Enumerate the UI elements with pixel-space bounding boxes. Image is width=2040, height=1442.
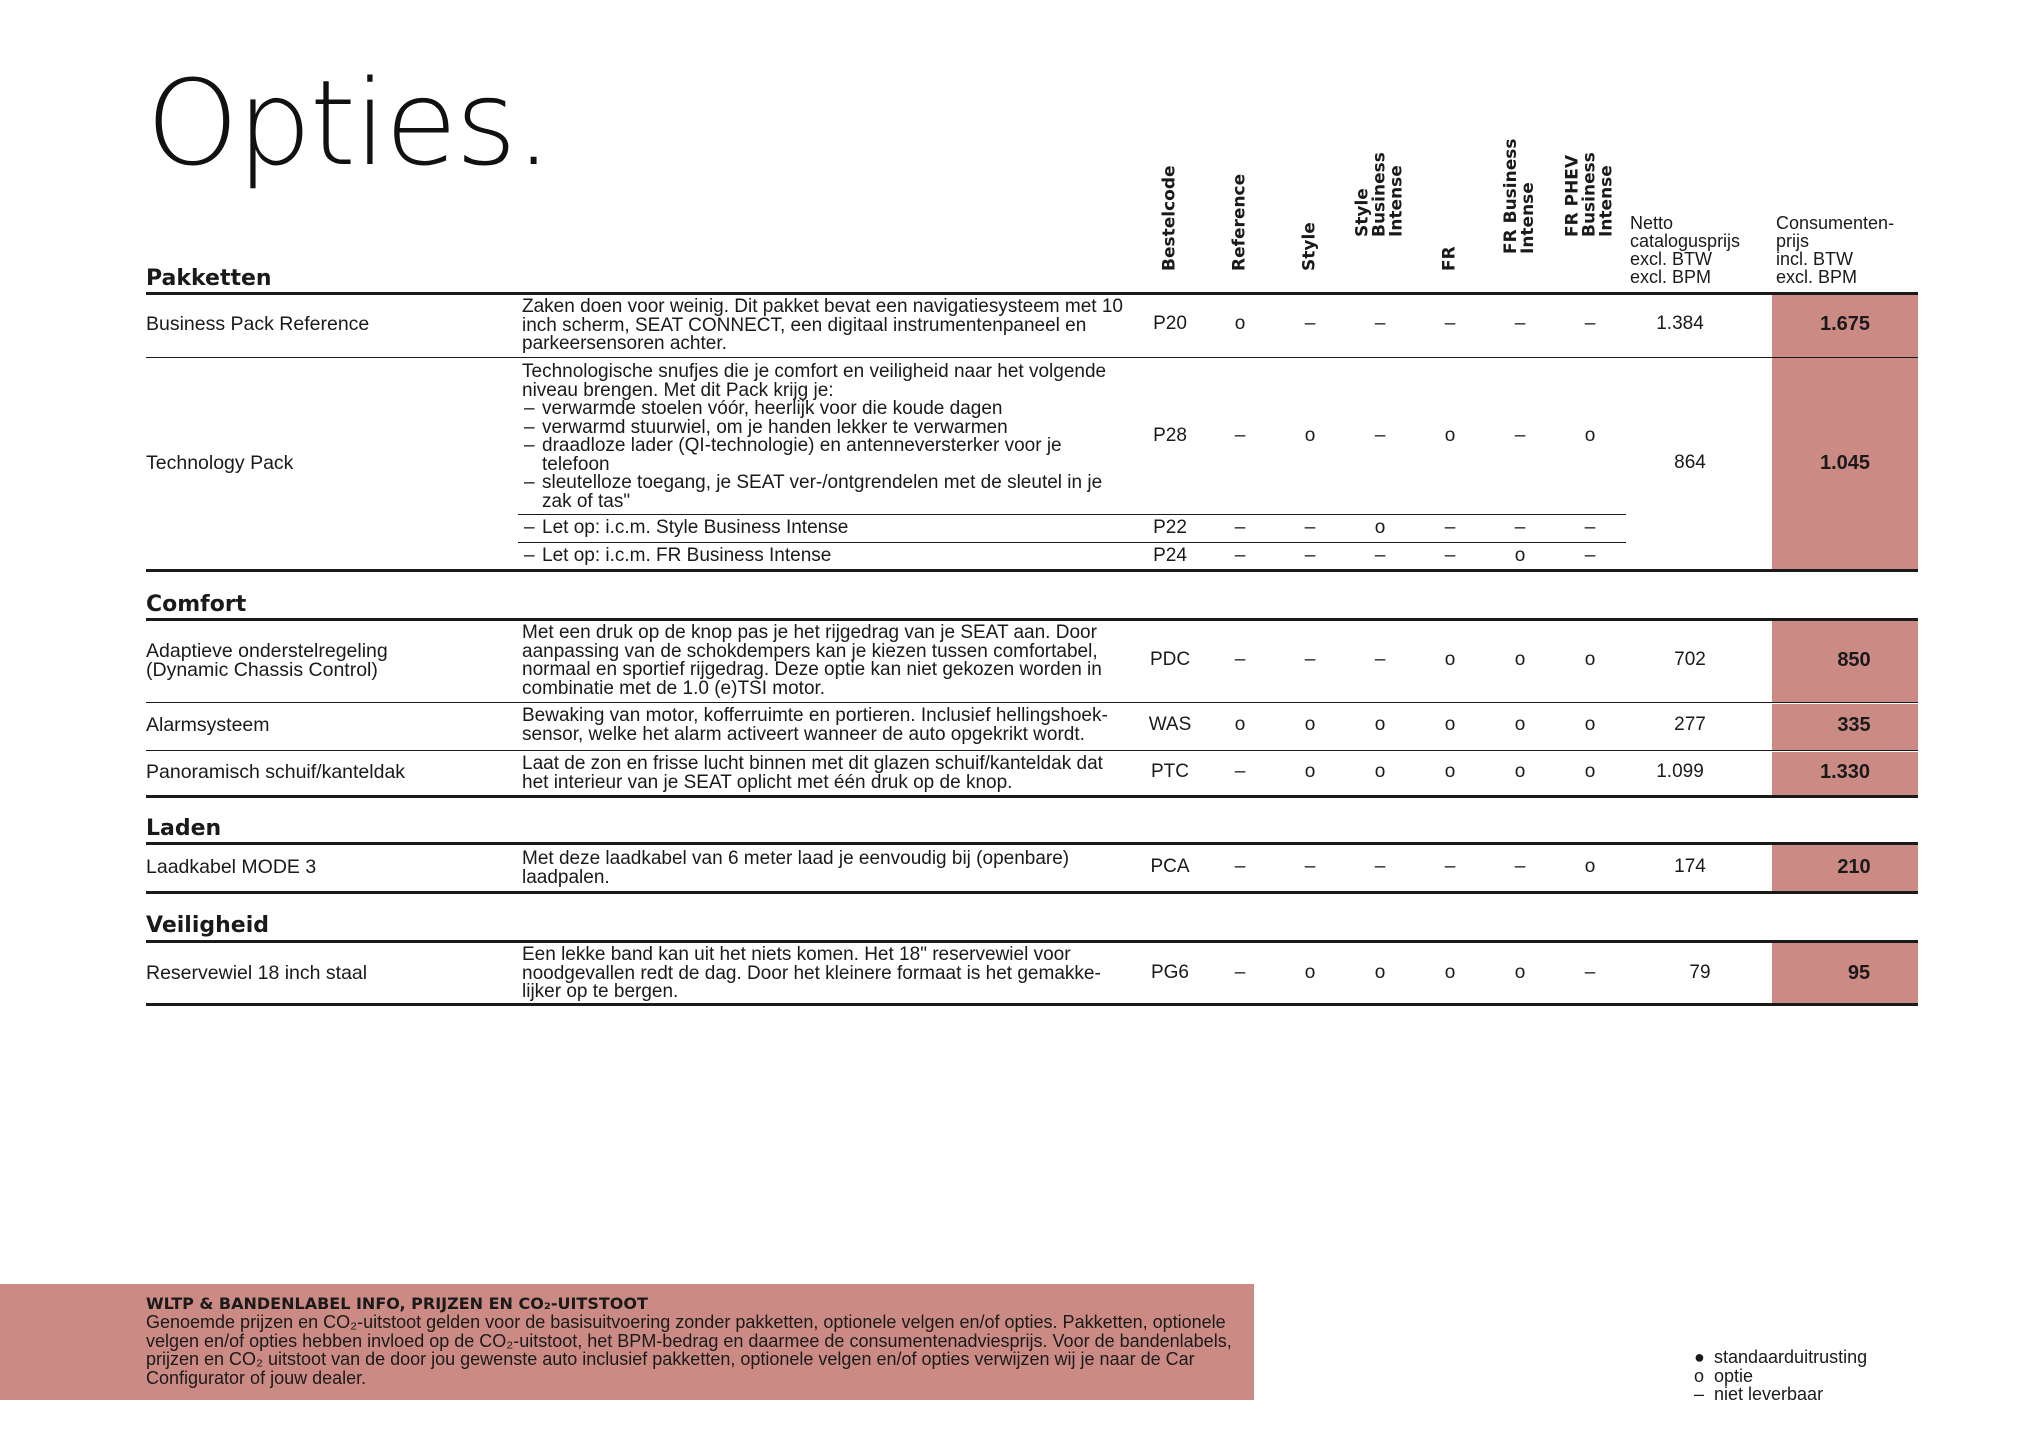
availability-reference: – [1234, 545, 1246, 566]
order-code: PTC [1151, 761, 1189, 782]
option-circle-icon: o [1694, 1365, 1705, 1386]
order-code: P24 [1153, 545, 1187, 566]
col-header-style: Style [1299, 222, 1320, 271]
availability-fr: o [1444, 962, 1456, 983]
availability-style-business-intense: – [1374, 313, 1386, 334]
legend-item: o optie [1694, 1365, 1754, 1386]
availability-fr-business-intense: o [1514, 761, 1526, 782]
availability-fr: – [1444, 545, 1456, 566]
netto-price: 864 [1674, 452, 1706, 473]
order-code: P20 [1153, 313, 1187, 334]
availability-style: – [1304, 545, 1316, 566]
divider [146, 795, 1918, 798]
availability-fr-phev: – [1584, 313, 1596, 334]
option-description: Technologische snufjes die je comfort en veiligheid naar het volgende niveau brengen. Met dit Pack krijg je: – verwarmde stoelen vóór, heerlijk voor die koude dagen – verwarmd stuurwiel, om je handen lekker te verwarmen – draadloze lader (QI-technologie) en antenneversterker voor je telefoon – sleutelloze toegang, je SEAT ver-/ontgrendelen met de sleutel in je zak of tas" [522, 363, 1132, 511]
option-description: Bewaking van motor, kofferruimte en portieren. Inclusief hellingshoek-sensor, welke het alarm activeert wanneer de auto opgekrikt wordt. [522, 705, 1108, 745]
availability-fr-business-intense: o [1514, 714, 1526, 735]
section-title-laden: Laden [146, 816, 222, 841]
option-description: Met deze laadkabel van 6 meter laad je eenvoudig bij (openbare) laadpalen. [522, 848, 1070, 888]
option-description: Een lekke band kan uit het niets komen. Het 18" reservewiel voor noodgevallen redt de dag. Door het kleinere formaat is het gemakke-lijker op te bergen. [522, 944, 1101, 1002]
divider [146, 357, 1918, 358]
availability-fr-phev: – [1584, 962, 1596, 983]
divider [146, 1003, 1918, 1006]
col-header-fr-business-intense: FR Business Intense [1501, 138, 1538, 254]
netto-price: 1.384 [1656, 313, 1704, 334]
availability-style: – [1304, 649, 1316, 670]
availability-style: – [1304, 517, 1316, 538]
divider [146, 292, 1918, 295]
availability-reference: o [1234, 313, 1246, 334]
availability-style-business-intense: – [1374, 649, 1386, 670]
divider [146, 842, 1918, 845]
standard-dot-icon: ● [1694, 1347, 1705, 1367]
col-header-fr-phev-business-intense: FR PHEV Business Intense [1562, 152, 1617, 237]
order-code: PDC [1149, 649, 1191, 670]
feature-bullet: – draadloze lader (QI-technologie) en antenneversterker voor je telefoon [522, 437, 1132, 474]
option-name: Technology Pack [146, 452, 294, 474]
availability-fr-business-intense: – [1514, 425, 1526, 446]
divider [146, 750, 1918, 751]
availability-reference: o [1234, 714, 1246, 735]
section-title-veiligheid: Veiligheid [146, 913, 269, 938]
availability-fr-phev: o [1584, 425, 1596, 446]
order-code: P22 [1153, 517, 1187, 538]
availability-style-business-intense: o [1374, 962, 1386, 983]
netto-price: 79 [1689, 962, 1711, 983]
sub-option-note: – Let op: i.c.m. Style Business Intense [522, 519, 1132, 538]
divider [146, 569, 1918, 572]
info-box-title: WLTP & BANDENLABEL INFO, PRIJZEN EN CO₂-UITSTOOT [146, 1294, 648, 1313]
col-header-consumentenprijs: Consumenten- prijs incl. BTW excl. BPM [1776, 213, 1895, 287]
consumer-price: 210 [1837, 856, 1871, 878]
option-name: Laadkabel MODE 3 [146, 856, 317, 878]
netto-price: 277 [1674, 714, 1706, 735]
consumer-price: 1.675 [1819, 313, 1871, 335]
order-code: P28 [1153, 425, 1187, 446]
option-name: Reservewiel 18 inch staal [146, 962, 368, 984]
availability-fr-business-intense: – [1514, 313, 1526, 334]
divider [146, 940, 1918, 943]
divider [146, 702, 1918, 703]
availability-fr-business-intense: – [1514, 517, 1526, 538]
availability-style-business-intense: – [1374, 856, 1386, 877]
availability-style-business-intense: – [1374, 545, 1386, 566]
availability-style: o [1304, 761, 1316, 782]
option-name: Adaptieve onderstelregeling (Dynamic Chassis Control) [146, 640, 388, 681]
availability-reference: – [1234, 962, 1246, 983]
availability-fr-business-intense: o [1514, 545, 1526, 566]
availability-fr-phev: – [1584, 545, 1596, 566]
col-header-style-business-intense: Style Business Intense [1352, 152, 1407, 237]
info-box-text: Genoemde prijzen en CO₂-uitstoot gelden voor de basisuitvoering zonder pakketten, optionele velgen en/of opties. Pakketten, optionele velgen en/of opties hebben invloed op de CO₂-uitstoot, het BPM-bedrag en daarmee de consumentenadviesprijs. Voor de bandenlabels, prijzen en CO₂ uitstoot van de door jou gewenste auto inclusief pakketten, optionele velgen en/of opties verwijzen wij je naar de Car Configurator of jouw dealer. [146, 1312, 1232, 1388]
col-header-fr: FR [1439, 246, 1460, 271]
netto-price: 702 [1674, 649, 1706, 670]
order-code: PG6 [1150, 962, 1190, 983]
availability-reference: – [1234, 517, 1246, 538]
price-highlight [1772, 294, 1918, 570]
availability-reference: – [1234, 649, 1246, 670]
consumer-price: 1.045 [1819, 452, 1871, 474]
legend-item: ● standaarduitrusting [1694, 1347, 1868, 1367]
availability-fr: – [1444, 517, 1456, 538]
availability-style-business-intense: o [1374, 714, 1386, 735]
availability-style-business-intense: o [1374, 761, 1386, 782]
option-description: Met een druk op de knop pas je het rijgedrag van je SEAT aan. Door aanpassing van de schokdempers kan je kiezen tussen comfortabel, normaal en sportief rijgedrag. Deze optie kan niet gekozen worden in combinatie met de 1.0 (e)TSI motor. [522, 622, 1102, 699]
legend-item: – niet leverbaar [1694, 1384, 1824, 1404]
consumer-price: 335 [1837, 714, 1871, 736]
availability-style: o [1304, 962, 1316, 983]
col-header-netto: Netto catalogusprijs excl. BTW excl. BPM [1630, 213, 1741, 287]
feature-bullet: – verwarmd stuurwiel, om je handen lekker te verwarmen [522, 419, 1132, 438]
section-title-pakketten: Pakketten [146, 266, 272, 291]
col-header-reference: Reference [1229, 173, 1250, 271]
availability-style-business-intense: o [1374, 517, 1386, 538]
availability-fr-business-intense: o [1514, 962, 1526, 983]
netto-price: 1.099 [1656, 761, 1704, 782]
col-header-bestelcode: Bestelcode [1159, 165, 1180, 271]
availability-fr-phev: o [1584, 649, 1596, 670]
divider [518, 514, 1626, 515]
consumer-price: 850 [1837, 649, 1871, 671]
availability-fr: o [1444, 425, 1456, 446]
availability-reference: – [1234, 856, 1246, 877]
wltp-info-box [0, 1284, 1254, 1400]
divider [518, 542, 1626, 543]
consumer-price: 1.330 [1819, 761, 1871, 783]
availability-fr: o [1444, 714, 1456, 735]
dash-icon: – [1694, 1384, 1705, 1404]
availability-fr-phev: o [1584, 856, 1596, 877]
availability-fr-phev: – [1584, 517, 1596, 538]
section-title-comfort: Comfort [146, 592, 247, 617]
availability-style: – [1304, 313, 1316, 334]
order-code: WAS [1148, 714, 1192, 735]
netto-price: 174 [1674, 856, 1706, 877]
option-name: Panoramisch schuif/kanteldak [146, 761, 406, 783]
divider [146, 618, 1918, 621]
option-name: Alarmsysteem [146, 714, 270, 736]
availability-reference: – [1234, 425, 1246, 446]
availability-style: – [1304, 856, 1316, 877]
order-code: PCA [1150, 856, 1190, 877]
availability-fr: o [1444, 649, 1456, 670]
option-description: Zaken doen voor weinig. Dit pakket bevat een navigatiesysteem met 10 inch scherm, SEAT CONNECT, een digitaal instrumentenpaneel en parkeersensoren achter. [522, 296, 1123, 354]
availability-fr: – [1444, 313, 1456, 334]
page-title: Opties. [146, 54, 551, 192]
legend [1694, 1348, 1867, 1404]
availability-fr: – [1444, 856, 1456, 877]
availability-fr-business-intense: – [1514, 856, 1526, 877]
sub-option-note: – Let op: i.c.m. FR Business Intense [522, 547, 1132, 566]
availability-style: o [1304, 714, 1316, 735]
availability-reference: – [1234, 761, 1246, 782]
feature-bullet: – sleutelloze toegang, je SEAT ver-/ontgrendelen met de sleutel in je zak of tas" [522, 474, 1132, 511]
option-description: Laat de zon en frisse lucht binnen met dit glazen schuif/kanteldak dat het interieur van je SEAT oplicht met één druk op de knop. [522, 753, 1103, 793]
divider [146, 891, 1918, 894]
availability-fr: o [1444, 761, 1456, 782]
availability-fr-business-intense: o [1514, 649, 1526, 670]
availability-fr-phev: o [1584, 714, 1596, 735]
option-name: Business Pack Reference [146, 313, 370, 335]
consumer-price: 95 [1847, 962, 1871, 984]
availability-style-business-intense: – [1374, 425, 1386, 446]
availability-style: o [1304, 425, 1316, 446]
availability-fr-phev: o [1584, 761, 1596, 782]
feature-bullet: – verwarmde stoelen vóór, heerlijk voor die koude dagen [522, 400, 1132, 419]
